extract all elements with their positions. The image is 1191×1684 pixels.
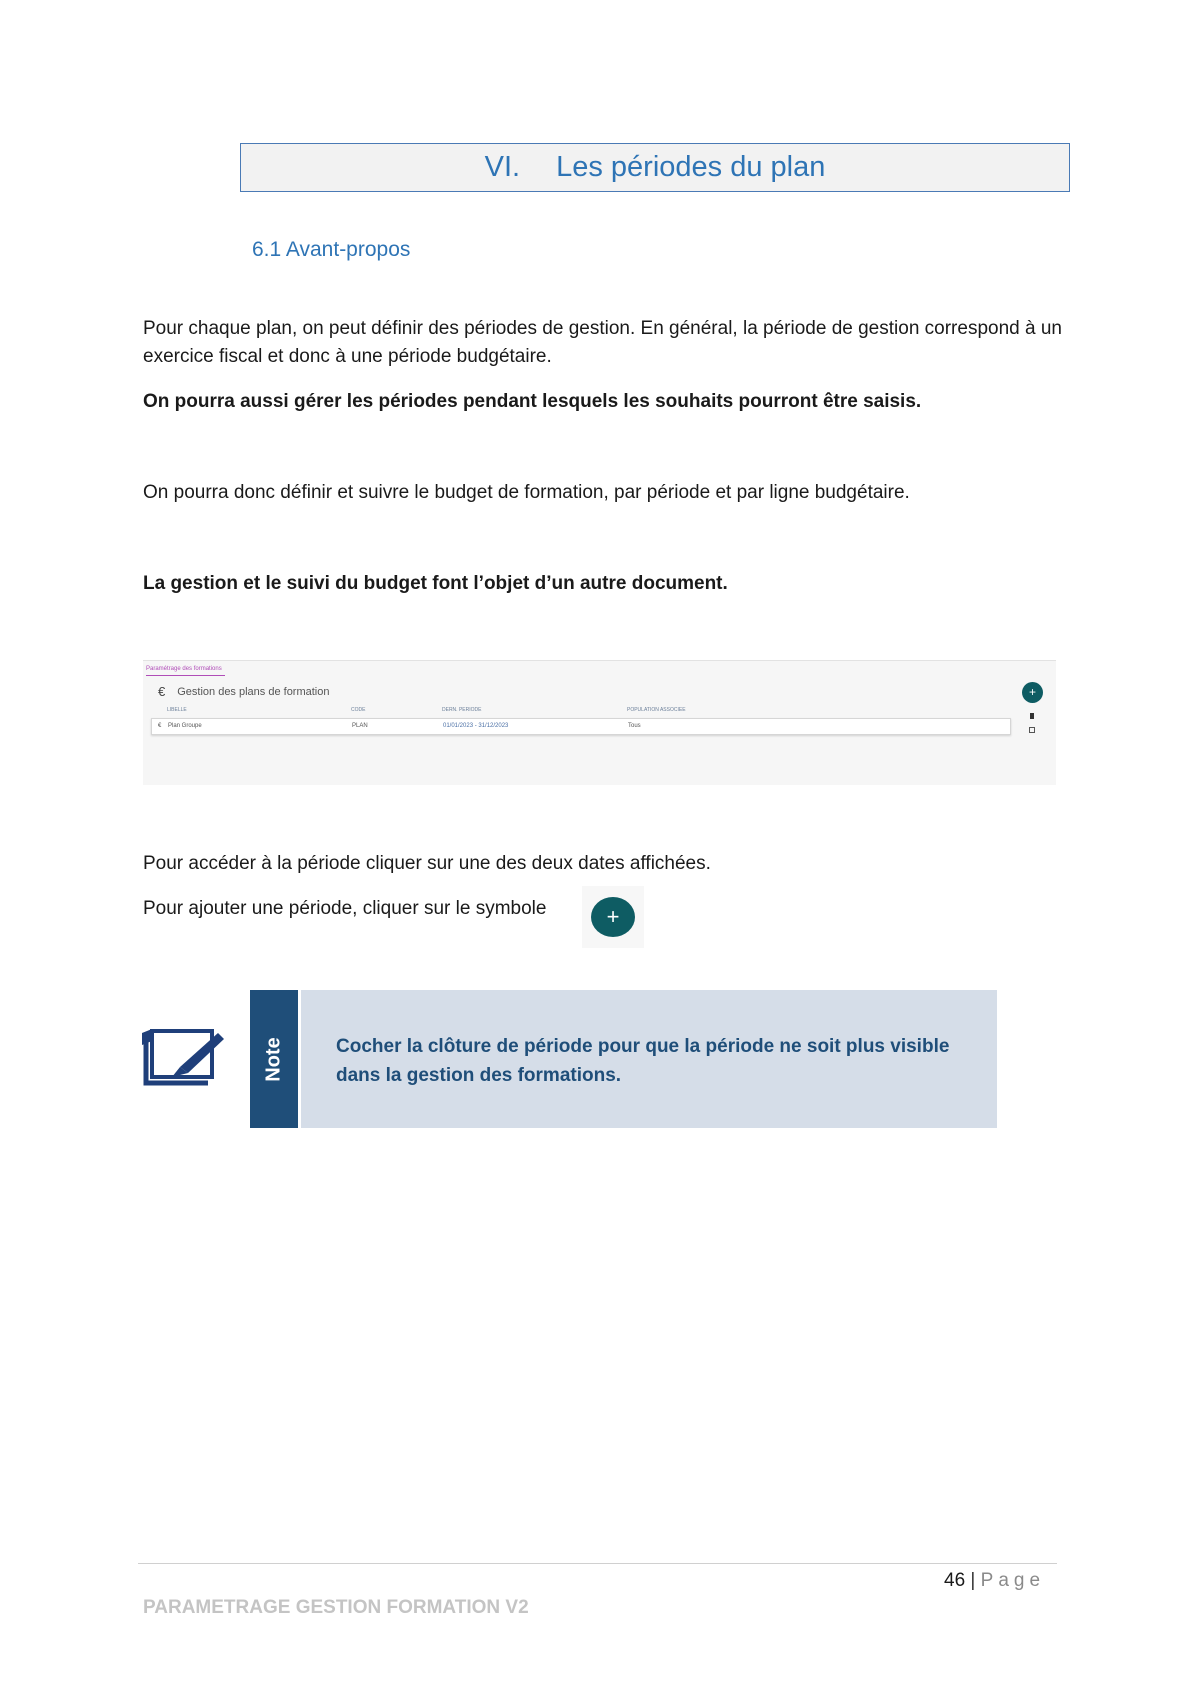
plus-symbol-image: [582, 886, 644, 948]
section-heading: 6.1 Avant-propos: [252, 238, 411, 261]
header-code: CODE: [351, 707, 366, 713]
note-text: Cocher la clôture de période pour que la période ne soit plus visible dans la gestion des formations.: [336, 1036, 950, 1086]
note-pen-icon: [142, 1027, 226, 1091]
trash-icon: [1030, 713, 1034, 719]
euro-icon: €: [158, 684, 166, 699]
page-separator: |: [970, 1570, 976, 1591]
table-row: [151, 718, 1011, 735]
plans-screenshot: [143, 660, 1056, 785]
paragraph-periods-definition: Pour chaque plan, on peut définir des périodes de gestion. En général, la période de gestion correspond à un exercice fiscal et donc à une période budgétaire.: [143, 318, 1062, 367]
copy-icon: [1029, 727, 1035, 733]
page-number-value: 46: [944, 1570, 966, 1591]
euro-icon: €: [158, 723, 162, 729]
header-libelle: LIBELLE: [167, 707, 187, 713]
paragraph-access-period: Pour accéder à la période cliquer sur une des deux dates affichées.: [143, 853, 711, 874]
note-tab: [250, 990, 298, 1128]
chapter-number: VI.: [484, 151, 521, 183]
screenshot-tab: Paramétrage des formations: [146, 666, 225, 676]
page-word: Page: [980, 1570, 1046, 1591]
row-population: Tous: [628, 723, 641, 729]
chapter-heading: [240, 143, 1070, 192]
header-periode: DERN. PERIODE: [442, 707, 482, 713]
footer-divider: [138, 1563, 1057, 1564]
chapter-title: Les périodes du plan: [556, 151, 826, 183]
footer-title: PARAMETRAGE GESTION FORMATION V2: [143, 1597, 529, 1618]
screenshot-title-row: [158, 684, 330, 699]
page-number: [944, 1570, 1045, 1592]
note-tab-label: Note: [262, 1036, 285, 1082]
paragraph-add-period: Pour ajouter une période, cliquer sur le symbole: [143, 898, 547, 919]
screenshot-add-icon: +: [1022, 682, 1043, 703]
note-body: [301, 990, 997, 1128]
row-libelle: Plan Groupe: [168, 723, 202, 729]
header-population: POPULATION ASSOCIEE: [627, 707, 686, 713]
row-code: PLAN: [352, 723, 368, 729]
row-periode-dates: 01/01/2023 - 31/12/2023: [443, 723, 509, 729]
paragraph-other-document: La gestion et le suivi du budget font l’objet d’un autre document.: [143, 573, 728, 594]
plus-icon: +: [591, 897, 635, 937]
paragraph-wishes-periods: On pourra aussi gérer les périodes pendant lesquels les souhaits pourront être saisis.: [143, 391, 922, 412]
paragraph-budget-tracking: On pourra donc définir et suivre le budget de formation, par période et par ligne budgétaire.: [143, 482, 910, 503]
screenshot-title: Gestion des plans de formation: [177, 685, 330, 698]
